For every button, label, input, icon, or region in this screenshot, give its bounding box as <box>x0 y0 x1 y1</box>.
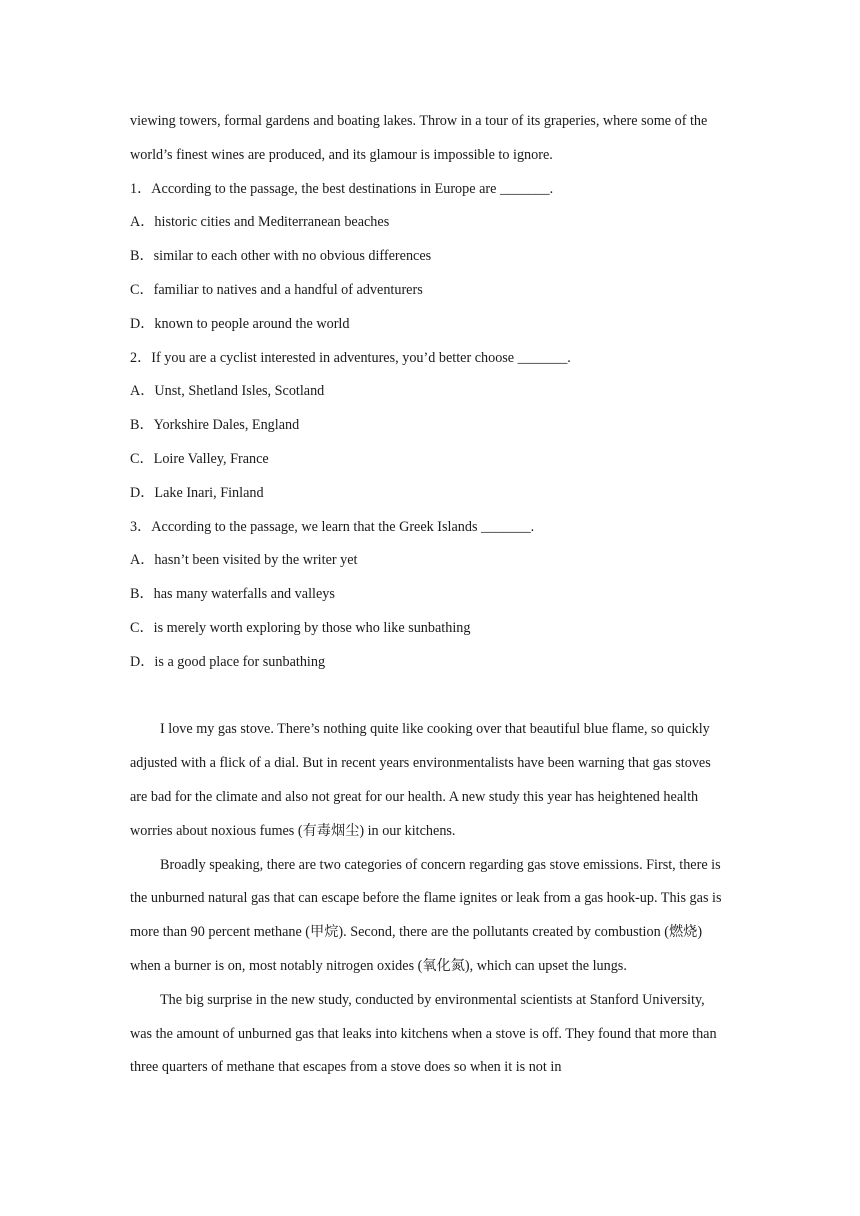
passage-2-paragraph-3: The big surprise in the new study, conducted by environmental scientists at Stanford University, was the amount of unburned gas that leaks into kitchens when a stove is off. They found that more than three quarters of methane that escapes from a stove does so when it is not in <box>130 991 717 1076</box>
question-1-option-b: B．similar to each other with no obvious differences <box>130 248 432 265</box>
question-2-option-d: D．Lake Inari, Finland <box>130 484 264 501</box>
question-3-option-a: A．hasn’t been visited by the writer yet <box>130 552 358 569</box>
document-content <box>130 105 728 1085</box>
section-gap <box>130 680 728 714</box>
passage-2-paragraph-2: Broadly speaking, there are two categories of concern regarding gas stove emissions. First, there is the unburned natural gas that can escape before the flame ignites or leak from a gas hook-up. This gas is more than 90 percent methane (甲烷). Second, there are the pollutants created by combustion (燃烧) when a burner is on, most notably nitrogen oxides (氧化氮), which can upset the lungs. <box>130 856 722 974</box>
passage-1-tail: viewing towers, formal gardens and boating lakes. Throw in a tour of its graperies, where some of the world’s finest wines are produced, and its glamour is impossible to ignore. <box>130 113 708 163</box>
passage-2-paragraph-1: I love my gas stove. There’s nothing quite like cooking over that beautiful blue flame, so quickly adjusted with a flick of a dial. But in recent years environmentalists have been warning that gas stoves are bad for the climate and also not great for our health. A new study this year has heightened health worries about noxious fumes (有毒烟尘) in our kitchens. <box>130 721 711 839</box>
passage-2 <box>130 713 728 1085</box>
question-2-option-a: A．Unst, Shetland Isles, Scotland <box>130 383 325 400</box>
question-3-option-b: B．has many waterfalls and valleys <box>130 586 335 603</box>
question-1-option-a: A．historic cities and Mediterranean beaches <box>130 214 390 231</box>
question-2 <box>130 342 728 511</box>
question-3 <box>130 511 728 680</box>
question-1-stem: 1．According to the passage, the best destinations in Europe are _______. <box>130 180 554 197</box>
question-1-option-c: C．familiar to natives and a handful of adventurers <box>130 281 423 298</box>
question-2-stem: 2．If you are a cyclist interested in adventures, you’d better choose _______. <box>130 349 571 366</box>
question-2-option-b: B．Yorkshire Dales, England <box>130 417 300 434</box>
question-1-option-d: D．known to people around the world <box>130 315 350 332</box>
question-1 <box>130 173 728 342</box>
question-3-option-c: C．is merely worth exploring by those who like sunbathing <box>130 619 471 636</box>
question-3-stem: 3．According to the passage, we learn that the Greek Islands _______. <box>130 518 535 535</box>
question-2-option-c: C．Loire Valley, France <box>130 450 269 467</box>
question-3-option-d: D．is a good place for sunbathing <box>130 653 326 670</box>
